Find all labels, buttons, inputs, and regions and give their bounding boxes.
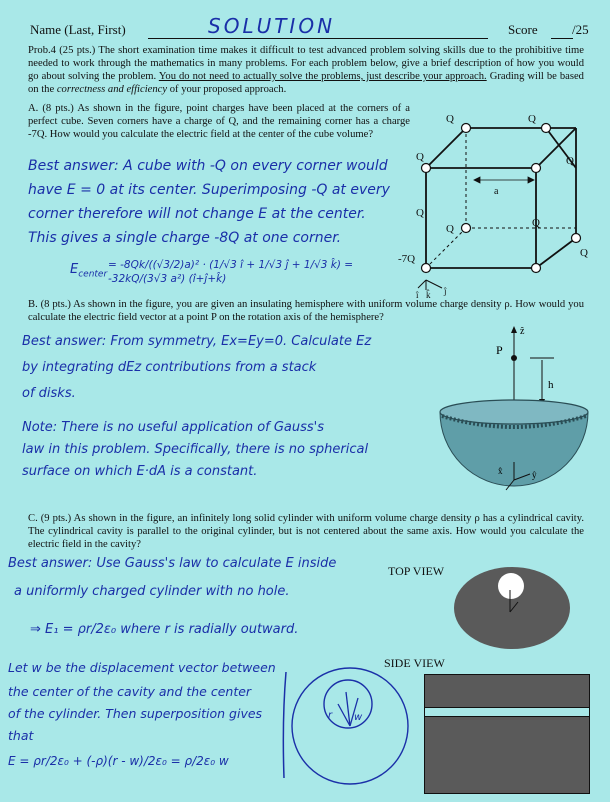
side-view-cavity xyxy=(425,707,589,717)
answer-line: Best answer: A cube with -Q on every corner would xyxy=(28,158,388,174)
score-label: Score xyxy=(508,22,538,37)
hemi-p-label: P xyxy=(496,343,503,357)
sketch-r-label: r xyxy=(328,710,333,721)
answer-line: of disks. xyxy=(22,386,76,401)
cube-axis-k: k̂ xyxy=(426,290,431,300)
cube-axis-j: ĵ xyxy=(444,286,447,296)
cube-q-label: Q xyxy=(416,207,424,219)
cube-axis-i: î xyxy=(416,290,419,300)
side-view-bottom-band xyxy=(425,717,589,793)
hemi-x-label: x̂ xyxy=(498,466,503,476)
answer-line: Best answer: From symmetry, Ex=Ey=0. Calculate Ez xyxy=(22,334,372,349)
hemi-h-label: h xyxy=(548,379,554,391)
name-underline xyxy=(148,38,488,39)
cube-q-label: Q xyxy=(446,223,454,235)
cube-figure xyxy=(398,108,596,300)
cube-q-label: Q xyxy=(580,247,588,259)
part-b-question: B. (8 pts.) As shown in the figure, you are given an insulating hemisphere with uniform volume charge density ρ. How would you calculate the electric field vector at a point P on the rotation axis of the hemisphere? xyxy=(28,299,584,323)
note-line: law in this problem. Specifically, there is no spherical xyxy=(22,442,369,457)
top-view-label: TOP VIEW xyxy=(388,564,445,578)
intro-text: Prob.4 (25 pts.) The short examination time makes it difficult to test advanced problem solving skills due to the prohibitive time needed to work through the mathematics in many problems. For each problem below, give a brief description of how you would go about solving the problem. xyxy=(28,45,584,82)
cube-q-label: Q xyxy=(566,155,574,167)
side-view-label: SIDE VIEW xyxy=(384,656,445,670)
name-value: SOLUTION xyxy=(208,14,336,38)
score-total: /25 xyxy=(572,22,589,37)
disp-line: that xyxy=(8,728,34,743)
part-c-question: C. (9 pts.) As shown in the figure, an infinitely long solid cylinder with uniform volume charge density ρ has a cylindrical cavity. The cylindrical cavity is parallel to the original cylinder, but is not centered about the same axis. How would you calculate the electric field in the cavity? xyxy=(28,513,584,550)
cube-q-label: Q xyxy=(446,113,454,125)
cube-a-label: a xyxy=(494,186,499,197)
intro-tail: Grading will be based on the xyxy=(28,71,584,95)
cube-neg-label: -7Q xyxy=(398,253,416,265)
hemi-y-label: ŷ xyxy=(532,470,537,480)
divider-stroke xyxy=(280,670,290,780)
formula-a xyxy=(70,262,107,280)
note-line: Note: There is no useful application of Gauss's xyxy=(22,420,325,435)
disp-line: the center of the cavity and the center xyxy=(8,684,252,699)
sketch-w-label: w xyxy=(354,712,363,723)
note-line: surface on which E·dA is a constant. xyxy=(22,464,258,479)
cube-q-label: Q xyxy=(528,113,536,125)
header xyxy=(28,14,589,40)
answer-line: a uniformly charged cylinder with no hole. xyxy=(14,584,290,599)
cube-q-label: Q xyxy=(416,151,424,163)
score-underline xyxy=(551,38,573,39)
formula-a-lhs: E xyxy=(70,262,79,277)
side-view-top-band xyxy=(425,675,589,707)
cavity-sketch xyxy=(290,664,410,788)
answer-line: Best answer: Use Gauss's law to calculate E inside xyxy=(8,556,337,571)
hemi-z-label: ẑ xyxy=(520,326,525,337)
formula-a-sub: center xyxy=(78,269,108,280)
intro xyxy=(28,44,584,96)
intro-end: of your proposed approach. xyxy=(169,84,287,95)
intro-underlined: You do not need to actually solve the problems, just describe your approach. xyxy=(158,71,487,82)
formula-c2: E = ρr/2ε₀ + (-ρ)(r - w)/2ε₀ = ρ/2ε₀ w xyxy=(8,754,229,768)
formula-a-rhs: = -8Qk/((√3/2)a)² · (1/√3 î + 1/√3 ĵ + 1/√3 k̂) = -32kQ/(3√3 a²) (î+ĵ+k̂) xyxy=(108,259,354,285)
intro-italic: correctness and efficiency xyxy=(56,84,168,95)
top-view-figure xyxy=(452,566,572,650)
answer-line: by integrating dEz contributions from a stack xyxy=(22,360,317,375)
disp-line: Let w be the displacement vector between xyxy=(8,660,276,675)
hemisphere-figure xyxy=(430,322,600,502)
name-label: Name (Last, First) xyxy=(30,22,126,37)
side-view-figure xyxy=(424,674,590,794)
answer-line: This gives a single charge -8Q at one corner. xyxy=(28,230,342,246)
answer-line: corner therefore will not change E at the center. xyxy=(28,206,366,222)
formula-c1: ⇒ E₁ = ρr/2ε₀ where r is radially outward. xyxy=(30,622,299,637)
answer-line: have E = 0 at its center. Superimposing -Q at every xyxy=(28,182,390,198)
cube-q-label: Q xyxy=(532,217,540,229)
part-a-question: A. (8 pts.) As shown in the figure, point charges have been placed at the corners of a perfect cube. Seven corners have a charge of Q, and the remaining corner has a charge -7Q. How would you calculate the electric field at the center of the cube volume? xyxy=(28,103,410,140)
disp-line: of the cylinder. Then superposition gives xyxy=(8,706,263,721)
